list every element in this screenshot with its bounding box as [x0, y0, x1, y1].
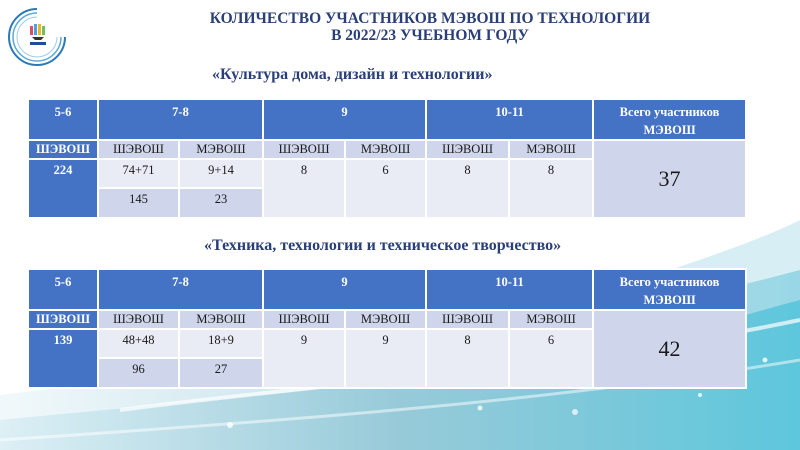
- cell-9-municipal: 6: [345, 159, 426, 218]
- sub-10-11-school: ШЭВОШ: [426, 140, 509, 159]
- header-grade-7-8: 7-8: [98, 269, 263, 310]
- cell-7-8-school-sum: 145: [98, 188, 179, 218]
- header-row: [28, 99, 746, 140]
- header-total: Всего участников МЭВОШ: [593, 269, 746, 310]
- header-grade-10-11: 10-11: [426, 99, 593, 140]
- cell-10-11-municipal: 8: [509, 159, 593, 218]
- cell-10-11-school: 8: [426, 159, 509, 218]
- sub-10-11-municipal: МЭВОШ: [509, 140, 593, 159]
- sub-7-8-municipal: МЭВОШ: [179, 140, 263, 159]
- header-total: Всего участников МЭВОШ: [593, 99, 746, 140]
- sub-7-8-school: ШЭВОШ: [98, 140, 179, 159]
- sub-5-6-school: ШЭВОШ: [28, 310, 98, 329]
- cell-5-6-school: 139: [28, 329, 98, 388]
- cell-7-8-school: 74+71: [98, 159, 179, 188]
- table-technics-technology: [27, 268, 747, 389]
- header-grade-7-8: 7-8: [98, 99, 263, 140]
- sub-9-school: ШЭВОШ: [263, 310, 345, 329]
- sub-10-11-municipal: МЭВОШ: [509, 310, 593, 329]
- sub-9-municipal: МЭВОШ: [345, 310, 426, 329]
- cell-5-6-school: 224: [28, 159, 98, 218]
- sub-7-8-school: ШЭВОШ: [98, 310, 179, 329]
- cell-7-8-municipal: 9+14: [179, 159, 263, 188]
- header-row: [28, 269, 746, 310]
- cell-7-8-school-sum: 96: [98, 358, 179, 388]
- sub-9-municipal: МЭВОШ: [345, 140, 426, 159]
- cell-9-municipal: 9: [345, 329, 426, 388]
- sub-7-8-municipal: МЭВОШ: [179, 310, 263, 329]
- total-participants: 42: [593, 310, 746, 388]
- table2-subtitle: «Техника, технологии и техническое творчество»: [204, 237, 562, 254]
- cell-9-school: 9: [263, 329, 345, 388]
- header-grade-5-6: 5-6: [28, 269, 98, 310]
- subheader-row: [28, 310, 746, 329]
- cell-7-8-municipal-sum: 27: [179, 358, 263, 388]
- table-culture-design: [27, 98, 747, 219]
- logo-icon: [6, 6, 68, 68]
- cell-7-8-municipal-sum: 23: [179, 188, 263, 218]
- header-grade-5-6: 5-6: [28, 99, 98, 140]
- cell-7-8-municipal: 18+9: [179, 329, 263, 358]
- table1-subtitle: «Культура дома, дизайн и технологии»: [212, 66, 493, 83]
- slide-title: [150, 10, 710, 44]
- sub-10-11-school: ШЭВОШ: [426, 310, 509, 329]
- subheader-row: [28, 140, 746, 159]
- cell-10-11-school: 8: [426, 329, 509, 388]
- cell-10-11-municipal: 6: [509, 329, 593, 388]
- header-grade-10-11: 10-11: [426, 269, 593, 310]
- header-grade-9: 9: [263, 99, 426, 140]
- sub-5-6-school: ШЭВОШ: [28, 140, 98, 159]
- title-line-1: КОЛИЧЕСТВО УЧАСТНИКОВ МЭВОШ ПО ТЕХНОЛОГИИ: [209, 10, 651, 27]
- title-line-2: В 2022/23 УЧЕБНОМ ГОДУ: [331, 27, 529, 44]
- cell-7-8-school: 48+48: [98, 329, 179, 358]
- header-grade-9: 9: [263, 269, 426, 310]
- cell-9-school: 8: [263, 159, 345, 218]
- sub-9-school: ШЭВОШ: [263, 140, 345, 159]
- total-participants: 37: [593, 140, 746, 218]
